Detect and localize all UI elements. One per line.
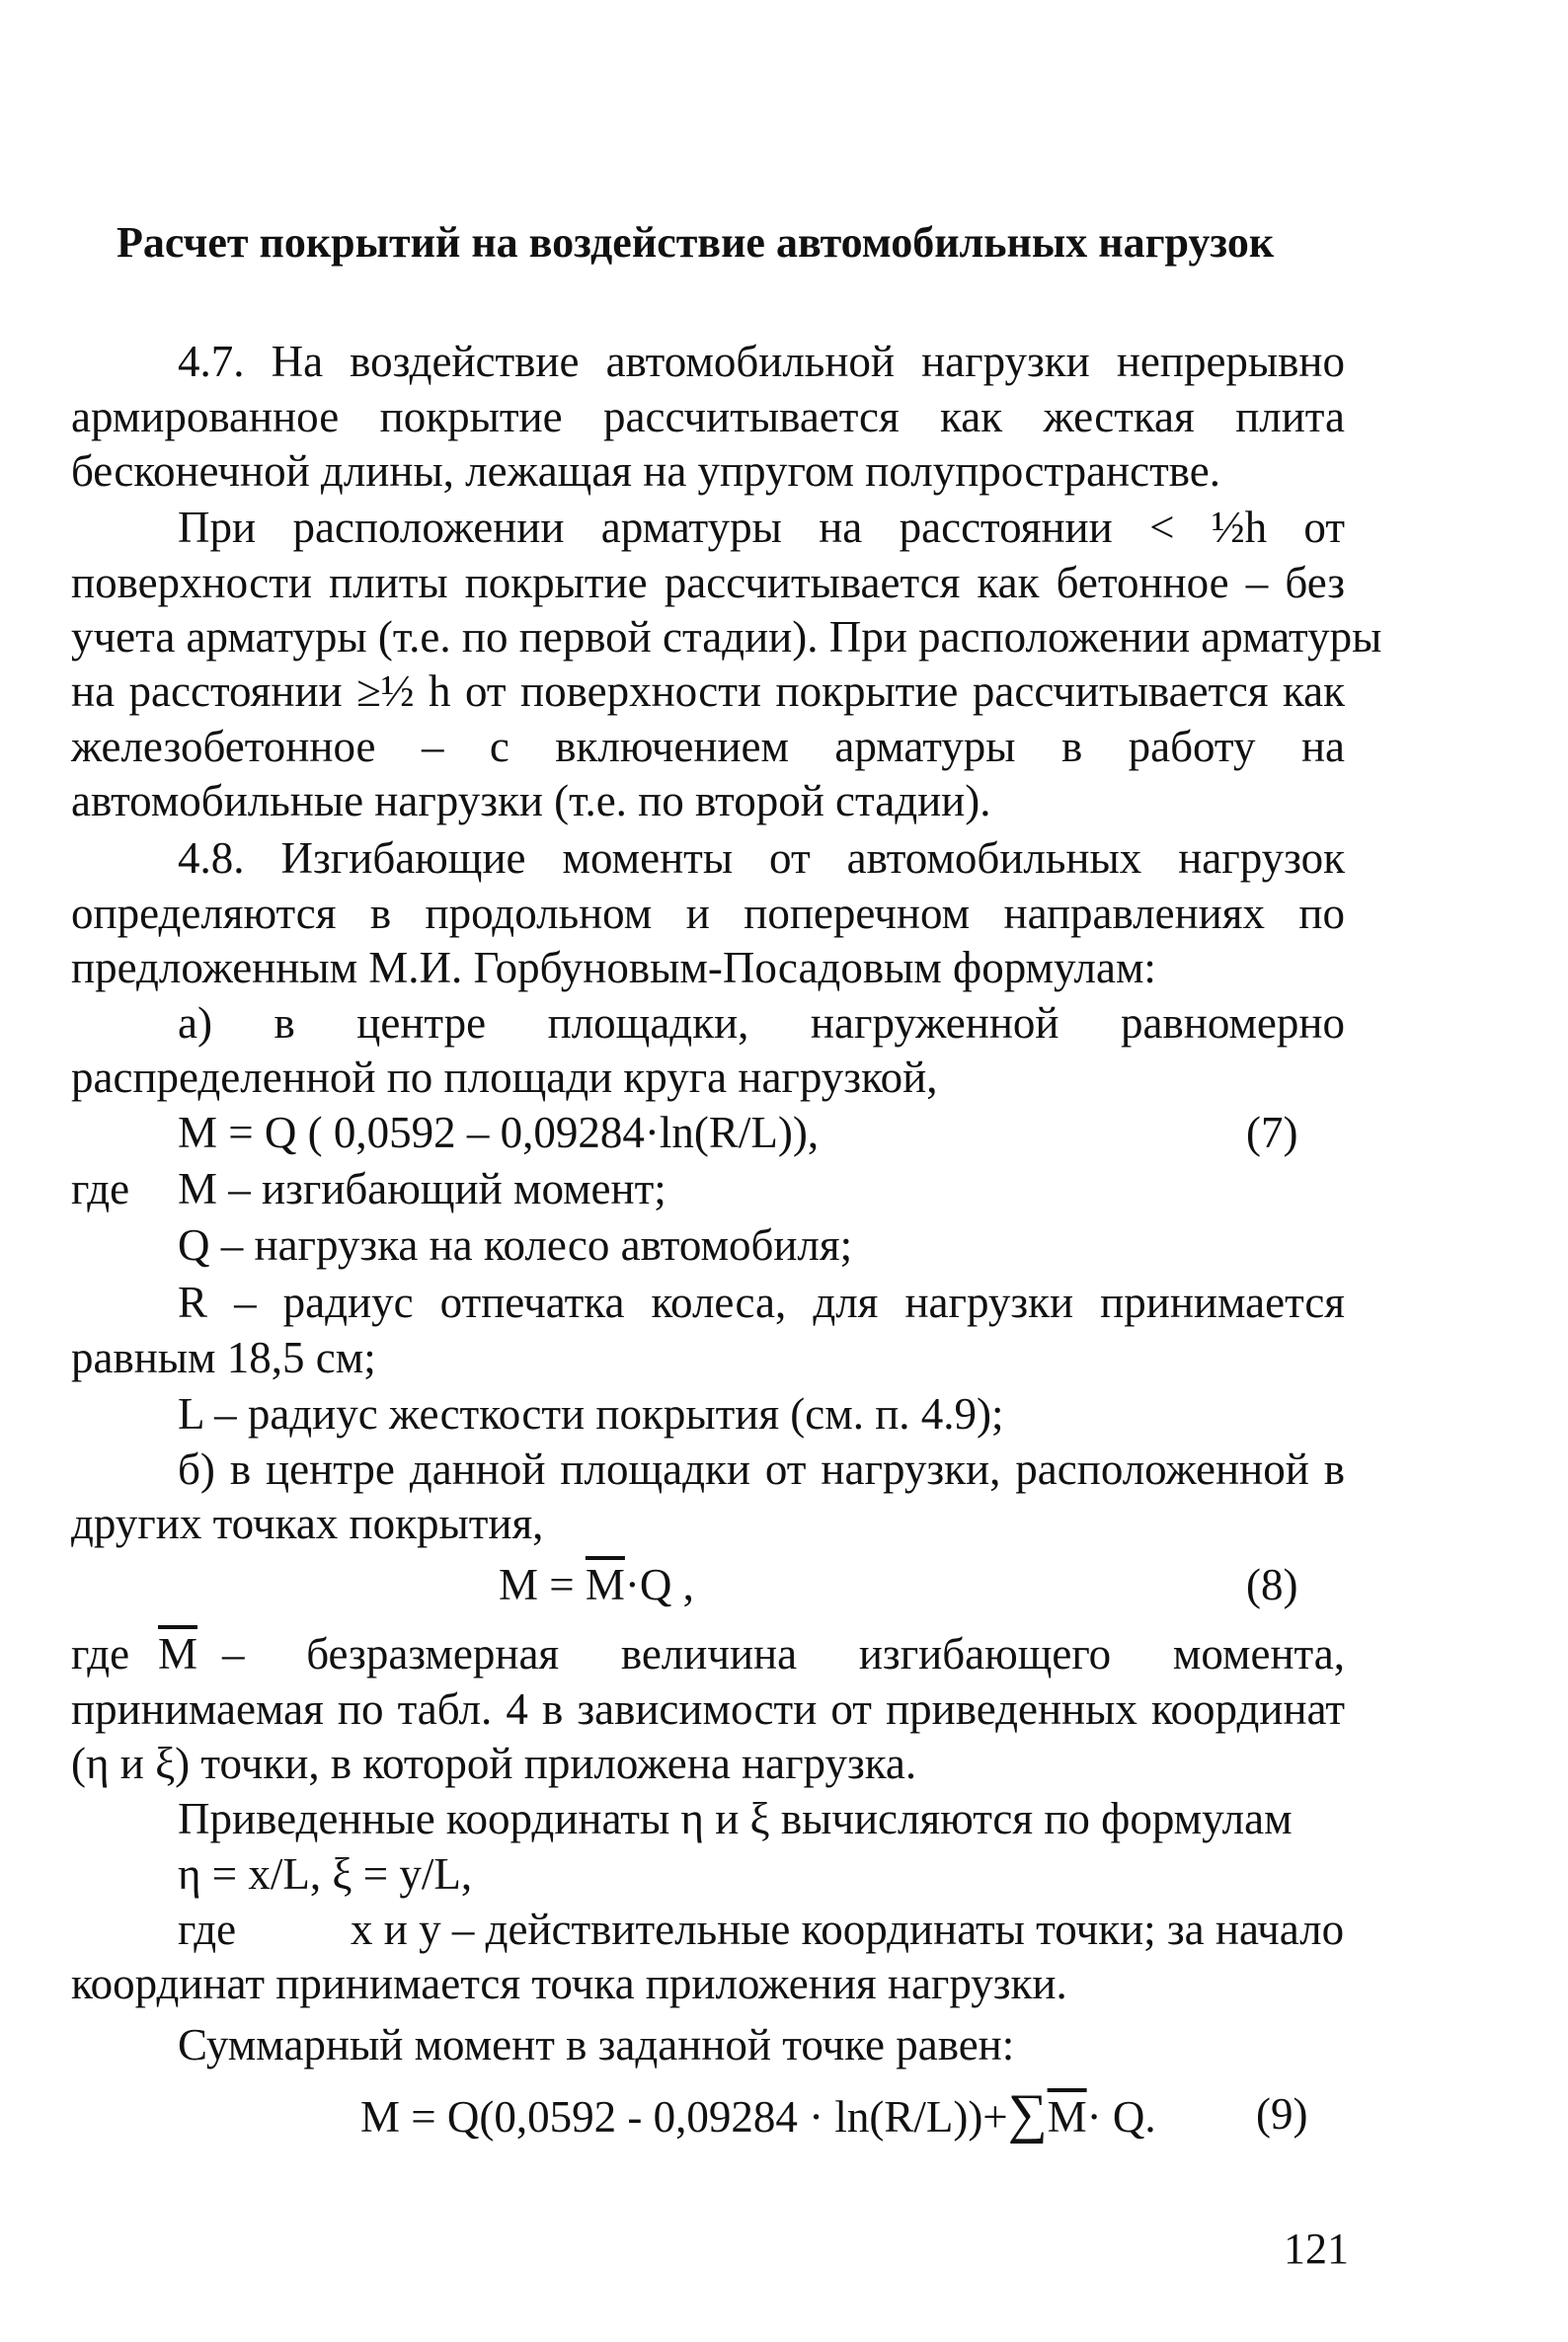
paragraph-line: 4.8. Изгибающие моменты от автомобильных нагрузок xyxy=(178,833,1345,883)
paragraph-line: Приведенные координаты η и ξ вычисляются по формулам xyxy=(178,1794,1293,1843)
paragraph-line: Суммарный момент в заданной точке равен: xyxy=(178,2020,1015,2069)
paragraph-line: автомобильные нагрузки (т.е. по второй стадии). xyxy=(71,776,991,825)
paragraph-line: 4.7. На воздействие автомобильной нагрузки непрерывно xyxy=(178,337,1345,386)
equation-lhs: M = xyxy=(499,1560,586,1609)
equation-part: · Q. xyxy=(1086,2092,1156,2142)
equation-8 xyxy=(499,1556,694,1613)
paragraph-line: других точках покрытия, xyxy=(71,1499,544,1548)
where-label: где xyxy=(71,1164,130,1213)
page-number: 121 xyxy=(1284,2225,1349,2273)
paragraph-line: б) в центре данной площадки от нагрузки, расположенной в xyxy=(178,1444,1345,1494)
definition-line: равным 18,5 см; xyxy=(71,1333,376,1382)
equation-7: M = Q ( 0,0592 – 0,09284·ln(R/L)), xyxy=(178,1108,820,1157)
paragraph-line: поверхности плиты покрытие рассчитывается как бетонное – без xyxy=(71,558,1345,607)
definition-line: x и y – действительные координаты точки; за начало xyxy=(351,1905,1345,1954)
equation-rhs: ·Q , xyxy=(624,1560,694,1609)
where-label: где xyxy=(178,1905,237,1954)
m-bar-symbol: $\overline{M}$ xyxy=(585,1560,625,1609)
paragraph-line: распределенной по площади круга нагрузкой, xyxy=(71,1053,938,1102)
m-bar-symbol: $\overline{M}$ xyxy=(1047,2092,1087,2142)
equation-9 xyxy=(360,2085,1156,2146)
paragraph-line: армированное покрытие рассчитывается как жесткая плита xyxy=(71,392,1345,441)
equation-number: (7) xyxy=(1246,1108,1298,1157)
m-bar-symbol: $\overline{M}$ xyxy=(158,1629,198,1678)
definition-line: координат принимается точка приложения нагрузки. xyxy=(71,1959,1067,2008)
paragraph-line: а) в центре площадки, нагруженной равномерно xyxy=(178,998,1345,1048)
paragraph-line: При расположении арматуры на расстоянии < ½h от xyxy=(178,503,1345,552)
definition-line: (η и ξ) точки, в которой приложена нагрузка. xyxy=(71,1739,917,1788)
paragraph-line: учета арматуры (т.е. по первой стадии). При расположении арматуры xyxy=(71,612,1382,662)
equation-part: M = Q(0,0592 - 0,09284 · ln(R/L))+ xyxy=(360,2092,1008,2142)
paragraph-line: предложенным М.И. Горбуновым-Посадовым формулам: xyxy=(71,943,1156,992)
paragraph-line: бесконечной длины, лежащая на упругом полупространстве. xyxy=(71,446,1220,496)
definition-line: Q – нагрузка на колесо автомобиля; xyxy=(178,1220,853,1270)
paragraph-line: железобетонное – с включением арматуры в работу на xyxy=(71,722,1345,771)
definition-line: М – изгибающий момент; xyxy=(178,1164,666,1213)
where-label: где xyxy=(71,1629,130,1678)
section-heading: Расчет покрытий на воздействие автомобильных нагрузок xyxy=(117,218,1275,267)
paragraph-line: определяются в продольном и поперечном направлениях по xyxy=(71,889,1345,938)
definition-line: L – радиус жесткости покрытия (см. п. 4.9); xyxy=(178,1389,1004,1439)
equation-number: (8) xyxy=(1246,1560,1298,1609)
sigma-symbol: ∑ xyxy=(1007,2083,1048,2145)
definition-line: – безразмерная величина изгибающего момента, xyxy=(222,1629,1345,1678)
definition-line: принимаемая по табл. 4 в зависимости от приведенных координат xyxy=(71,1684,1345,1734)
paragraph-line: на расстоянии ≥½ h от поверхности покрытие рассчитывается как xyxy=(71,666,1345,716)
definition-line: R – радиус отпечатка колеса, для нагрузки принимается xyxy=(178,1278,1345,1327)
equation-number: (9) xyxy=(1256,2089,1308,2139)
formula-line: η = x/L, ξ = y/L, xyxy=(178,1849,473,1899)
